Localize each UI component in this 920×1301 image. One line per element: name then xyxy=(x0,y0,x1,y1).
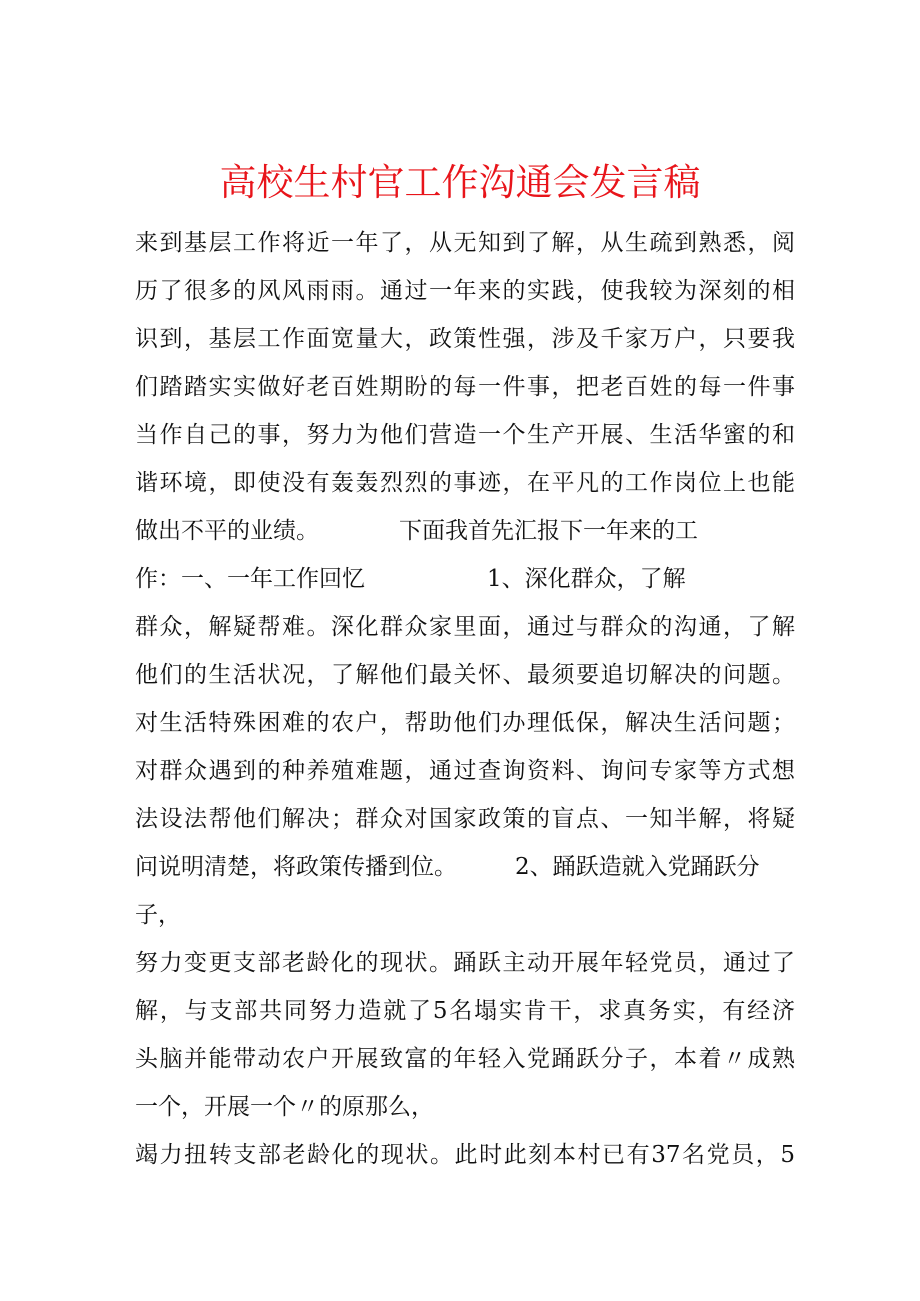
text-segment: 2、踊跃造就入党踊跃分 xyxy=(515,854,760,880)
text-line: 竭力扭转支部老龄化的现状。此时此刻本村已有37名党员，5 xyxy=(135,1142,795,1168)
text-segment: 问说明清楚，将政策传播到位。 xyxy=(135,854,457,880)
text-line: 群众，解疑帮难。深化群众家里面，通过与群众的沟通，了解 xyxy=(135,614,795,640)
text-line: 谐环境，即使没有轰轰烈烈的事迹，在平凡的工作岗位上也能 xyxy=(135,470,795,496)
text-line xyxy=(135,843,795,891)
text-line: 识到，基层工作面宽量大，政策性强，涉及千家万户，只要我 xyxy=(135,326,795,352)
text-line: 子， xyxy=(135,902,181,928)
text-line: 一个，开展一个〃的原那么， xyxy=(135,1094,434,1120)
text-segment: 下面我首先汇报下一年来的工 xyxy=(399,518,698,544)
text-line: 历了很多的风风雨雨。通过一年来的实践，使我较为深刻的相 xyxy=(135,278,795,304)
text-line: 法设法帮他们解决；群众对国家政策的盲点、一知半解，将疑 xyxy=(135,806,795,832)
text-segment: 1、深化群众，了解 xyxy=(487,566,686,592)
text-line: 当作自己的事，努力为他们营造一个生产开展、生活华蜜的和 xyxy=(135,422,795,448)
text-line: 们踏踏实实做好老百姓期盼的每一件事，把老百姓的每一件事 xyxy=(135,374,795,400)
text-line: 对群众遇到的种养殖难题，通过查询资料、询问专家等方式想 xyxy=(135,758,795,784)
text-segment: 做出不平的业绩。 xyxy=(135,518,319,544)
text-line xyxy=(135,555,795,603)
text-line: 对生活特殊困难的农户，帮助他们办理低保，解决生活问题； xyxy=(135,710,795,736)
text-line xyxy=(135,507,795,555)
text-line: 来到基层工作将近一年了，从无知到了解，从生疏到熟悉，阅 xyxy=(135,230,795,256)
text-line: 他们的生活状况，了解他们最关怀、最须要追切解决的问题。 xyxy=(135,662,795,688)
document-title: 高校生村官工作沟通会发言稿 xyxy=(219,161,701,204)
text-segment: 作：一、一年工作回忆 xyxy=(135,566,365,592)
text-line: 解，与支部共同努力造就了5名塌实肯干，求真务实，有经济 xyxy=(135,998,795,1024)
text-line: 努力变更支部老龄化的现状。踊跃主动开展年轻党员，通过了 xyxy=(135,950,795,976)
document-body xyxy=(135,219,795,1179)
text-line: 头脑并能带动农户开展致富的年轻入党踊跃分子，本着〃成熟 xyxy=(135,1046,795,1072)
